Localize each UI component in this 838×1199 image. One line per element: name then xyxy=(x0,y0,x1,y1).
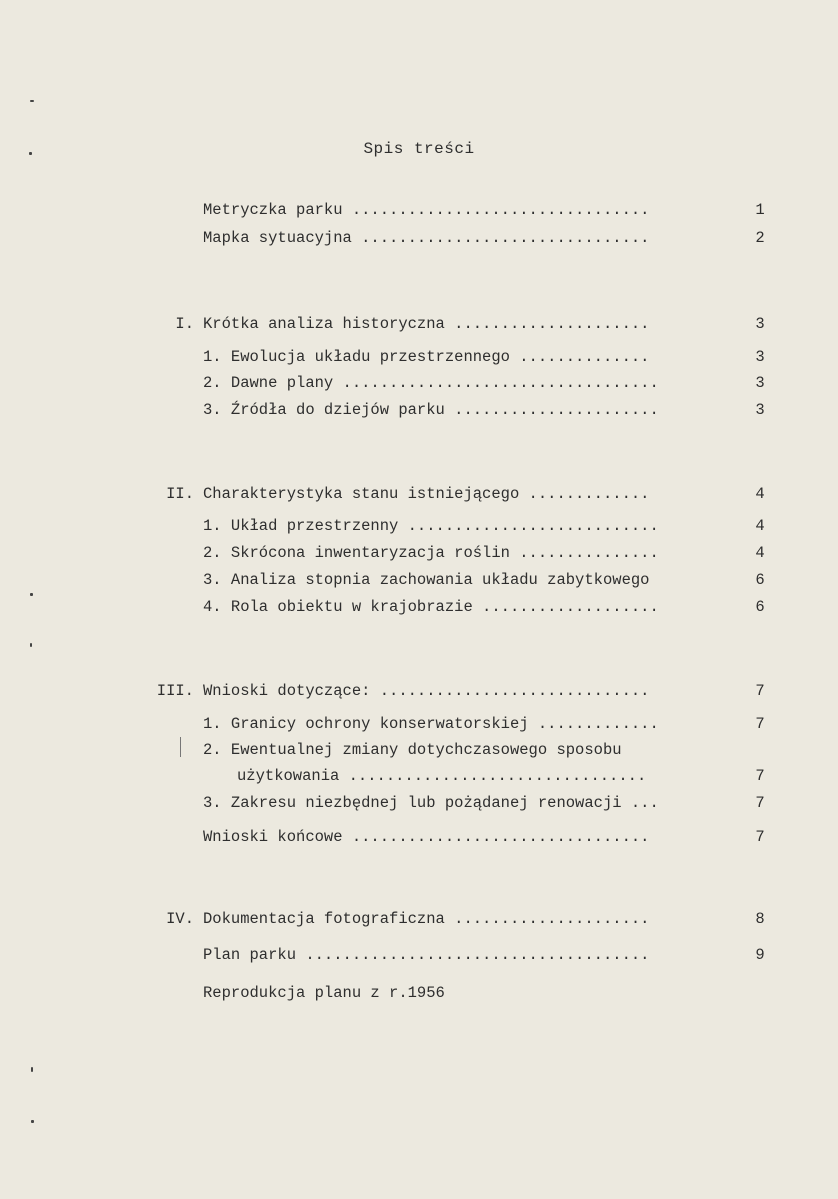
margin-mark xyxy=(180,737,181,757)
toc-roman: III. xyxy=(156,682,194,700)
toc-entry xyxy=(0,713,838,735)
toc-entry xyxy=(0,313,838,335)
toc-text: użytkowania ................................ xyxy=(237,767,647,785)
toc-page: 2 xyxy=(755,229,765,247)
toc-page: 4 xyxy=(755,485,765,503)
toc-page: 3 xyxy=(755,315,765,333)
toc-entry xyxy=(0,483,838,505)
toc-page: 4 xyxy=(755,544,765,562)
toc-roman: IV. xyxy=(166,910,194,928)
toc-text: 2. Dawne plany .................................. xyxy=(203,374,659,392)
paper-speck xyxy=(30,100,34,102)
toc-text: Charakterystyka stanu istniejącego ............. xyxy=(203,485,650,503)
toc-page: 1 xyxy=(755,201,765,219)
toc-entry xyxy=(0,515,838,537)
toc-text: Krótka analiza historyczna ..................... xyxy=(203,315,650,333)
toc-entry xyxy=(0,680,838,702)
toc-page: 7 xyxy=(755,828,765,846)
paper-speck xyxy=(30,643,32,647)
toc-entry xyxy=(0,596,838,618)
toc-page: 7 xyxy=(755,715,765,733)
toc-page: 7 xyxy=(755,767,765,785)
toc-roman: I. xyxy=(175,315,194,333)
paper-speck xyxy=(31,1120,34,1123)
toc-entry xyxy=(0,399,838,421)
toc-text: 4. Rola obiektu w krajobrazie ................... xyxy=(203,598,659,616)
toc-entry xyxy=(0,227,838,249)
toc-page: 3 xyxy=(755,374,765,392)
toc-page: 6 xyxy=(755,598,765,616)
toc-text: Plan parku ..................................... xyxy=(203,946,650,964)
toc-page: 3 xyxy=(755,348,765,366)
toc-page: 4 xyxy=(755,517,765,535)
toc-entry xyxy=(0,739,838,761)
toc-text: 3. Źródła do dziejów parku ...................... xyxy=(203,401,659,419)
toc-entry xyxy=(0,372,838,394)
toc-page: 8 xyxy=(755,910,765,928)
toc-text: 2. Skrócona inwentaryzacja roślin ............... xyxy=(203,544,659,562)
toc-entry xyxy=(0,569,838,591)
toc-text: Wnioski dotyczące: ............................. xyxy=(203,682,650,700)
toc-page: 7 xyxy=(755,682,765,700)
toc-text: Dokumentacja fotograficzna ..................... xyxy=(203,910,650,928)
toc-page: 9 xyxy=(755,946,765,964)
toc-entry xyxy=(0,908,838,930)
toc-entry xyxy=(0,199,838,221)
toc-text: 1. Granicy ochrony konserwatorskiej ............. xyxy=(203,715,659,733)
toc-entry xyxy=(0,792,838,814)
toc-entry xyxy=(0,542,838,564)
toc-page: 7 xyxy=(755,794,765,812)
toc-text: Wnioski końcowe ................................ xyxy=(203,828,650,846)
toc-text: 3. Analiza stopnia zachowania układu zabytkowego xyxy=(203,571,650,589)
toc-text: Mapka sytuacyjna ............................... xyxy=(203,229,650,247)
paper-speck xyxy=(29,152,32,155)
toc-page: 3 xyxy=(755,401,765,419)
toc-text: 1. Ewolucja układu przestrzennego .............. xyxy=(203,348,650,366)
toc-entry xyxy=(0,765,838,787)
toc-entry xyxy=(0,944,838,966)
paper-speck xyxy=(31,1067,33,1072)
toc-entry xyxy=(0,982,838,1004)
toc-entry xyxy=(0,346,838,368)
toc-text: Reprodukcja planu z r.1956 xyxy=(203,984,445,1002)
toc-text: 3. Zakresu niezbędnej lub pożądanej renowacji ... xyxy=(203,794,659,812)
toc-text: Metryczka parku ................................ xyxy=(203,201,650,219)
toc-roman: II. xyxy=(166,485,194,503)
page-title: Spis treści xyxy=(363,140,475,158)
toc-text: 1. Układ przestrzenny ........................... xyxy=(203,517,659,535)
toc-entry xyxy=(0,826,838,848)
toc-text: 2. Ewentualnej zmiany dotychczasowego sposobu xyxy=(203,741,622,759)
toc-page: 6 xyxy=(755,571,765,589)
paper-speck xyxy=(30,593,33,596)
